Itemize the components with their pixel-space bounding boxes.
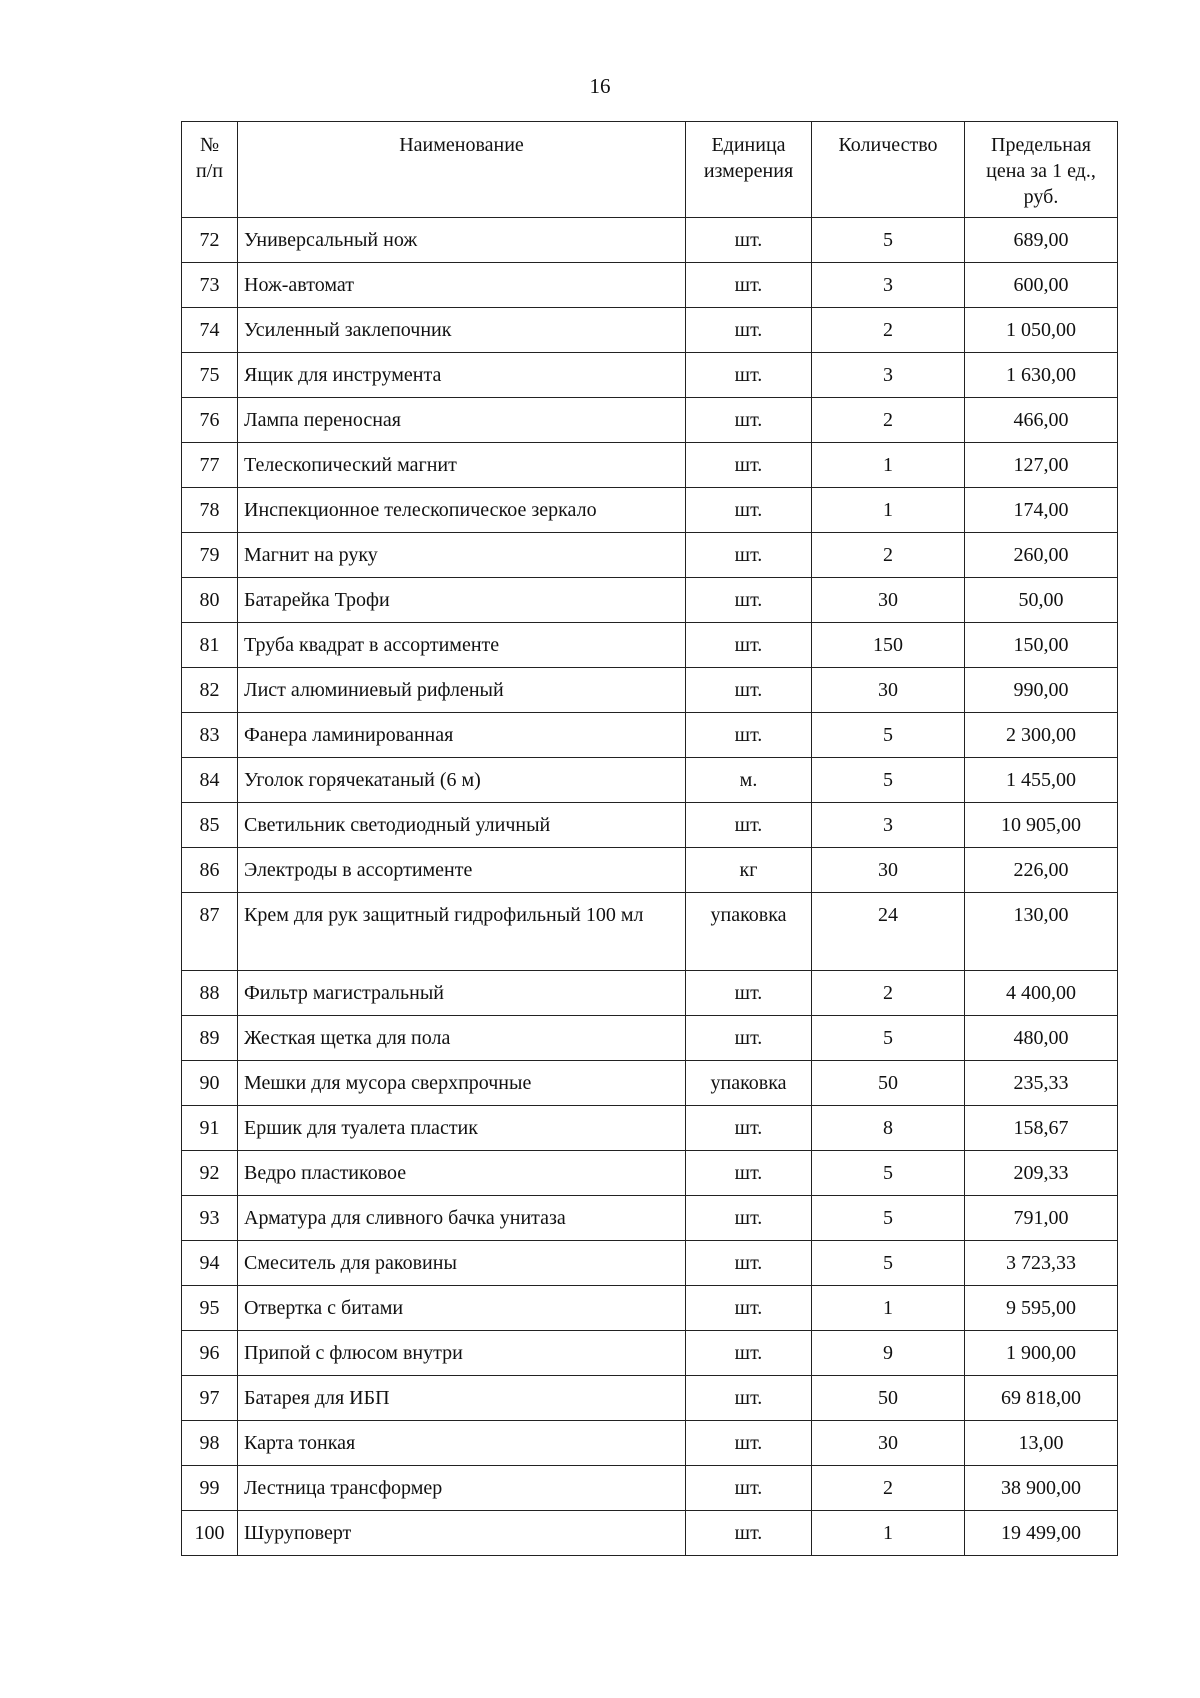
row-number-cell: 78 bbox=[182, 488, 238, 533]
row-number-cell: 81 bbox=[182, 623, 238, 668]
row-number-cell: 92 bbox=[182, 1151, 238, 1196]
unit-cell: шт. bbox=[686, 1376, 812, 1421]
table-row bbox=[182, 713, 1118, 758]
table-body bbox=[182, 218, 1118, 1556]
quantity-cell: 50 bbox=[812, 1376, 965, 1421]
quantity-cell: 3 bbox=[812, 803, 965, 848]
row-number-cell: 94 bbox=[182, 1241, 238, 1286]
table-row bbox=[182, 1376, 1118, 1421]
item-name-cell: Фильтр магистральный bbox=[238, 971, 686, 1016]
price-cell: 260,00 bbox=[965, 533, 1118, 578]
header-number-abbr: п/п bbox=[196, 160, 223, 182]
row-number-cell: 86 bbox=[182, 848, 238, 893]
header-unit-line1: Единица bbox=[711, 134, 786, 156]
price-cell: 4 400,00 bbox=[965, 971, 1118, 1016]
unit-cell: шт. bbox=[686, 578, 812, 623]
unit-cell: шт. bbox=[686, 1241, 812, 1286]
unit-cell: шт. bbox=[686, 1421, 812, 1466]
item-name-cell: Батарейка Трофи bbox=[238, 578, 686, 623]
item-name-cell: Шуруповерт bbox=[238, 1511, 686, 1556]
header-quantity: Количество bbox=[812, 122, 965, 218]
item-name-cell: Электроды в ассортименте bbox=[238, 848, 686, 893]
item-name-cell: Жесткая щетка для пола bbox=[238, 1016, 686, 1061]
item-name-cell: Универсальный нож bbox=[238, 218, 686, 263]
quantity-cell: 5 bbox=[812, 1151, 965, 1196]
price-cell: 235,33 bbox=[965, 1061, 1118, 1106]
row-number-cell: 73 bbox=[182, 263, 238, 308]
header-number bbox=[182, 122, 238, 218]
price-cell: 1 050,00 bbox=[965, 308, 1118, 353]
table-row bbox=[182, 263, 1118, 308]
header-number-symbol: № bbox=[199, 134, 220, 156]
header-price-line3: руб. bbox=[1023, 186, 1059, 208]
unit-cell: шт. bbox=[686, 218, 812, 263]
quantity-cell: 30 bbox=[812, 668, 965, 713]
price-cell: 990,00 bbox=[965, 668, 1118, 713]
unit-cell: шт. bbox=[686, 398, 812, 443]
header-unit bbox=[686, 122, 812, 218]
price-cell: 2 300,00 bbox=[965, 713, 1118, 758]
item-name-cell: Припой с флюсом внутри bbox=[238, 1331, 686, 1376]
row-number-cell: 77 bbox=[182, 443, 238, 488]
row-number-cell: 95 bbox=[182, 1286, 238, 1331]
row-number-cell: 99 bbox=[182, 1466, 238, 1511]
unit-cell: шт. bbox=[686, 1286, 812, 1331]
item-name-cell: Усиленный заклепочник bbox=[238, 308, 686, 353]
table-row bbox=[182, 803, 1118, 848]
table-row bbox=[182, 443, 1118, 488]
quantity-cell: 9 bbox=[812, 1331, 965, 1376]
row-number-cell: 80 bbox=[182, 578, 238, 623]
row-number-cell: 79 bbox=[182, 533, 238, 578]
table-row bbox=[182, 848, 1118, 893]
quantity-cell: 5 bbox=[812, 758, 965, 803]
table-row bbox=[182, 1241, 1118, 1286]
quantity-cell: 2 bbox=[812, 971, 965, 1016]
item-name-cell: Мешки для мусора сверхпрочные bbox=[238, 1061, 686, 1106]
item-name-cell: Лестница трансформер bbox=[238, 1466, 686, 1511]
header-row bbox=[182, 122, 1118, 218]
unit-cell: шт. bbox=[686, 533, 812, 578]
quantity-cell: 5 bbox=[812, 713, 965, 758]
item-name-cell: Ершик для туалета пластик bbox=[238, 1106, 686, 1151]
price-cell: 1 630,00 bbox=[965, 353, 1118, 398]
table-row bbox=[182, 1466, 1118, 1511]
quantity-cell: 1 bbox=[812, 443, 965, 488]
item-name-cell: Телескопический магнит bbox=[238, 443, 686, 488]
table-row bbox=[182, 1331, 1118, 1376]
table-row bbox=[182, 308, 1118, 353]
price-cell: 127,00 bbox=[965, 443, 1118, 488]
table-row bbox=[182, 1511, 1118, 1556]
quantity-cell: 30 bbox=[812, 578, 965, 623]
unit-cell: шт. bbox=[686, 308, 812, 353]
item-name-cell: Арматура для сливного бачка унитаза bbox=[238, 1196, 686, 1241]
row-number-cell: 89 bbox=[182, 1016, 238, 1061]
quantity-cell: 5 bbox=[812, 218, 965, 263]
price-cell: 3 723,33 bbox=[965, 1241, 1118, 1286]
table-row bbox=[182, 1196, 1118, 1241]
quantity-cell: 1 bbox=[812, 488, 965, 533]
unit-cell: шт. bbox=[686, 1016, 812, 1061]
quantity-cell: 5 bbox=[812, 1196, 965, 1241]
unit-cell: шт. bbox=[686, 488, 812, 533]
table-row bbox=[182, 1151, 1118, 1196]
item-name-cell: Ящик для инструмента bbox=[238, 353, 686, 398]
price-cell: 10 905,00 bbox=[965, 803, 1118, 848]
row-number-cell: 90 bbox=[182, 1061, 238, 1106]
unit-cell: шт. bbox=[686, 713, 812, 758]
quantity-cell: 5 bbox=[812, 1241, 965, 1286]
item-name-cell: Ведро пластиковое bbox=[238, 1151, 686, 1196]
quantity-cell: 2 bbox=[812, 398, 965, 443]
unit-cell: шт. bbox=[686, 443, 812, 488]
price-cell: 69 818,00 bbox=[965, 1376, 1118, 1421]
price-cell: 19 499,00 bbox=[965, 1511, 1118, 1556]
row-number-cell: 74 bbox=[182, 308, 238, 353]
row-number-cell: 100 bbox=[182, 1511, 238, 1556]
table-row bbox=[182, 218, 1118, 263]
row-number-cell: 93 bbox=[182, 1196, 238, 1241]
header-name: Наименование bbox=[238, 122, 686, 218]
item-name-cell: Батарея для ИБП bbox=[238, 1376, 686, 1421]
table-header bbox=[182, 122, 1118, 218]
row-number-cell: 84 bbox=[182, 758, 238, 803]
row-number-cell: 98 bbox=[182, 1421, 238, 1466]
table-row bbox=[182, 893, 1118, 971]
page-number: 16 bbox=[589, 74, 611, 98]
unit-cell: м. bbox=[686, 758, 812, 803]
price-cell: 466,00 bbox=[965, 398, 1118, 443]
table-row bbox=[182, 398, 1118, 443]
table-row bbox=[182, 353, 1118, 398]
price-cell: 13,00 bbox=[965, 1421, 1118, 1466]
row-number-cell: 76 bbox=[182, 398, 238, 443]
price-cell: 791,00 bbox=[965, 1196, 1118, 1241]
unit-cell: кг bbox=[686, 848, 812, 893]
price-cell: 150,00 bbox=[965, 623, 1118, 668]
price-cell: 226,00 bbox=[965, 848, 1118, 893]
unit-cell: шт. bbox=[686, 1151, 812, 1196]
quantity-cell: 1 bbox=[812, 1511, 965, 1556]
table-row bbox=[182, 488, 1118, 533]
header-price-line1: Предельная bbox=[991, 134, 1091, 156]
unit-cell: упаковка bbox=[686, 1061, 812, 1106]
row-number-cell: 75 bbox=[182, 353, 238, 398]
table-row bbox=[182, 1106, 1118, 1151]
item-name-cell: Магнит на руку bbox=[238, 533, 686, 578]
unit-cell: шт. bbox=[686, 1466, 812, 1511]
unit-cell: шт. bbox=[686, 353, 812, 398]
table-row bbox=[182, 578, 1118, 623]
quantity-cell: 50 bbox=[812, 1061, 965, 1106]
price-cell: 1 455,00 bbox=[965, 758, 1118, 803]
price-cell: 158,67 bbox=[965, 1106, 1118, 1151]
row-number-cell: 96 bbox=[182, 1331, 238, 1376]
table-row bbox=[182, 623, 1118, 668]
item-name-cell: Отвертка с битами bbox=[238, 1286, 686, 1331]
row-number-cell: 83 bbox=[182, 713, 238, 758]
quantity-cell: 24 bbox=[812, 893, 965, 971]
quantity-cell: 1 bbox=[812, 1286, 965, 1331]
row-number-cell: 85 bbox=[182, 803, 238, 848]
price-table bbox=[181, 121, 1118, 1556]
quantity-cell: 30 bbox=[812, 848, 965, 893]
price-cell: 38 900,00 bbox=[965, 1466, 1118, 1511]
item-name-cell: Фанера ламинированная bbox=[238, 713, 686, 758]
item-name-cell: Карта тонкая bbox=[238, 1421, 686, 1466]
table-row bbox=[182, 668, 1118, 713]
price-cell: 209,33 bbox=[965, 1151, 1118, 1196]
table-row bbox=[182, 758, 1118, 803]
header-price-line2: цена за 1 ед., bbox=[986, 160, 1096, 182]
item-name-cell: Лист алюминиевый рифленый bbox=[238, 668, 686, 713]
price-cell: 50,00 bbox=[965, 578, 1118, 623]
quantity-cell: 3 bbox=[812, 263, 965, 308]
unit-cell: шт. bbox=[686, 971, 812, 1016]
row-number-cell: 72 bbox=[182, 218, 238, 263]
price-cell: 1 900,00 bbox=[965, 1331, 1118, 1376]
item-name-cell: Смеситель для раковины bbox=[238, 1241, 686, 1286]
item-name-cell: Светильник светодиодный уличный bbox=[238, 803, 686, 848]
price-cell: 9 595,00 bbox=[965, 1286, 1118, 1331]
quantity-cell: 2 bbox=[812, 533, 965, 578]
item-name-cell: Крем для рук защитный гидрофильный 100 мл bbox=[238, 893, 686, 971]
table-row bbox=[182, 971, 1118, 1016]
item-name-cell: Лампа переносная bbox=[238, 398, 686, 443]
table-row bbox=[182, 1421, 1118, 1466]
price-cell: 600,00 bbox=[965, 263, 1118, 308]
header-price bbox=[965, 122, 1118, 218]
row-number-cell: 87 bbox=[182, 893, 238, 971]
quantity-cell: 2 bbox=[812, 308, 965, 353]
item-name-cell: Уголок горячекатаный (6 м) bbox=[238, 758, 686, 803]
unit-cell: шт. bbox=[686, 1511, 812, 1556]
header-unit-line2: измерения bbox=[703, 160, 794, 182]
quantity-cell: 30 bbox=[812, 1421, 965, 1466]
quantity-cell: 3 bbox=[812, 353, 965, 398]
price-cell: 130,00 bbox=[965, 893, 1118, 971]
quantity-cell: 8 bbox=[812, 1106, 965, 1151]
price-cell: 689,00 bbox=[965, 218, 1118, 263]
item-name-cell: Труба квадрат в ассортименте bbox=[238, 623, 686, 668]
price-cell: 480,00 bbox=[965, 1016, 1118, 1061]
quantity-cell: 150 bbox=[812, 623, 965, 668]
unit-cell: шт. bbox=[686, 803, 812, 848]
table-row bbox=[182, 1286, 1118, 1331]
unit-cell: шт. bbox=[686, 668, 812, 713]
quantity-cell: 2 bbox=[812, 1466, 965, 1511]
unit-cell: шт. bbox=[686, 263, 812, 308]
item-name-cell: Инспекционное телескопическое зеркало bbox=[238, 488, 686, 533]
unit-cell: шт. bbox=[686, 1196, 812, 1241]
row-number-cell: 91 bbox=[182, 1106, 238, 1151]
unit-cell: шт. bbox=[686, 1331, 812, 1376]
quantity-cell: 5 bbox=[812, 1016, 965, 1061]
unit-cell: упаковка bbox=[686, 893, 812, 971]
table-row bbox=[182, 1061, 1118, 1106]
row-number-cell: 97 bbox=[182, 1376, 238, 1421]
table-row bbox=[182, 533, 1118, 578]
unit-cell: шт. bbox=[686, 623, 812, 668]
item-name-cell: Нож-автомат bbox=[238, 263, 686, 308]
price-cell: 174,00 bbox=[965, 488, 1118, 533]
row-number-cell: 82 bbox=[182, 668, 238, 713]
row-number-cell: 88 bbox=[182, 971, 238, 1016]
unit-cell: шт. bbox=[686, 1106, 812, 1151]
table-row bbox=[182, 1016, 1118, 1061]
